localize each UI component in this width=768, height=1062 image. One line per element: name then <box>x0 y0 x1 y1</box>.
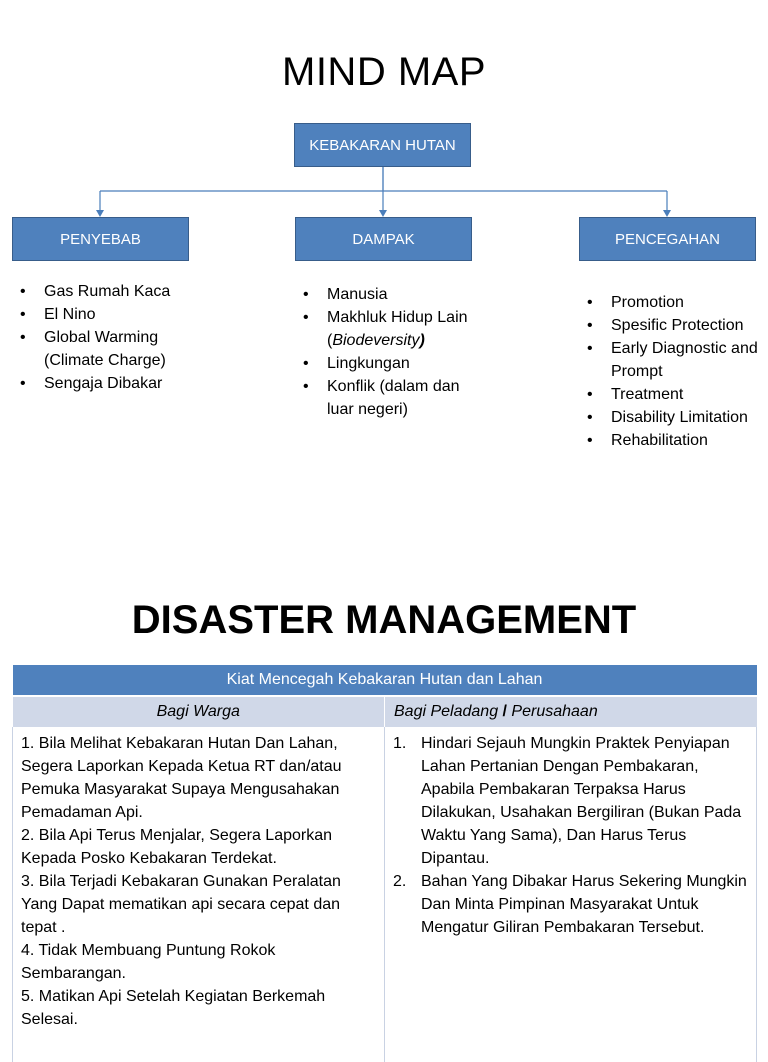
list-item: • Treatment <box>585 383 760 406</box>
list-item: • Disability Limitation <box>585 406 760 429</box>
list-item: • Spesific Protection <box>585 314 760 337</box>
peladang-item-text: Hindari Sejauh Mungkin Praktek Penyiapan Lahan Pertanian Dengan Pembakaran, Apabila Pembakaran Terpaksa Harus Dilakukan, Usahakan Bergiliran (Bukan Pada Waktu Yang Sama), Dan Harus Terus Dipantau. <box>421 735 742 867</box>
list-item: • Global Warming (Climate Charge) <box>18 326 198 372</box>
list-item: • Rehabilitation <box>585 429 760 452</box>
arrowhead-dampak <box>379 210 387 217</box>
list-item: • Lingkungan <box>301 352 471 375</box>
warga-item: 1. Bila Melihat Kebakaran Hutan Dan Lahan, Segera Laporkan Kepada Ketua RT dan/atau Pemuka Masyarakat Supaya Mengusahakan Pemadaman Api. <box>21 735 342 821</box>
list-item: • Konflik (dalam dan luar negeri) <box>301 375 471 421</box>
peladang-cell <box>385 727 757 1062</box>
node-penyebab <box>12 217 189 261</box>
peladang-item <box>393 870 748 939</box>
warga-item: 2. Bila Api Terus Menjalar, Segera Laporkan Kepada Posko Kebakaran Terdekat. <box>21 827 333 867</box>
pencegahan-list <box>585 291 760 452</box>
col-header-peladang-b: Perusahaan <box>506 703 598 720</box>
dampak-list <box>301 283 471 421</box>
peladang-list <box>393 732 748 939</box>
root-node-label: KEBAKARAN HUTAN <box>309 136 456 154</box>
warga-item: 4. Tidak Membuang Puntung Rokok Sembarangan. <box>21 942 276 982</box>
warga-item: 3. Bila Terjadi Kebakaran Gunakan Peralatan Yang Dapat mematikan api secara cepat dan tepat . <box>21 873 341 936</box>
list-item: • Gas Rumah Kaca <box>18 280 198 303</box>
list-item-italic: Biodeversity <box>332 332 420 349</box>
list-item-paren-open: ( <box>327 332 333 349</box>
node-dampak <box>295 217 472 261</box>
node-dampak-label: DAMPAK <box>352 230 415 248</box>
peladang-item-number: 2. <box>393 873 407 890</box>
list-item <box>301 306 471 352</box>
kiat-table <box>12 665 757 1062</box>
disaster-management-title: DISASTER MANAGEMENT <box>131 598 637 642</box>
col-header-peladang <box>385 696 757 727</box>
peladang-item-number: 1. <box>393 735 407 752</box>
list-item-text: Makhluk Hidup Lain <box>327 309 468 326</box>
list-item: • Sengaja Dibakar <box>18 372 198 395</box>
table-header: Kiat Mencegah Kebakaran Hutan dan Lahan <box>13 665 757 696</box>
list-item: • El Nino <box>18 303 198 326</box>
list-item: • Early Diagnostic and Prompt <box>585 337 760 383</box>
list-item: • Promotion <box>585 291 760 314</box>
peladang-item-text: Bahan Yang Dibakar Harus Sekering Mungkin Dan Minta Pimpinan Masyarakat Untuk Mengatur Giliran Pembakaran Tersebut. <box>421 873 747 936</box>
col-header-peladang-a: Bagi Peladang <box>394 703 503 720</box>
node-penyebab-label: PENYEBAB <box>60 230 141 248</box>
arrowhead-penyebab <box>96 210 104 217</box>
warga-cell <box>13 727 385 1062</box>
col-header-sep: / <box>502 703 507 720</box>
col-header-warga: Bagi Warga <box>13 696 385 727</box>
list-item: • Manusia <box>301 283 471 306</box>
arrowhead-pencegahan <box>663 210 671 217</box>
node-pencegahan <box>579 217 756 261</box>
penyebab-list <box>18 280 198 395</box>
root-node <box>294 123 471 167</box>
list-item-paren-close: ) <box>419 332 425 349</box>
mind-map-title: MIND MAP <box>282 50 486 94</box>
node-pencegahan-label: PENCEGAHAN <box>614 230 721 248</box>
peladang-item <box>393 732 748 870</box>
warga-item: 5. Matikan Api Setelah Kegiatan Berkemah Selesai. <box>21 988 326 1028</box>
